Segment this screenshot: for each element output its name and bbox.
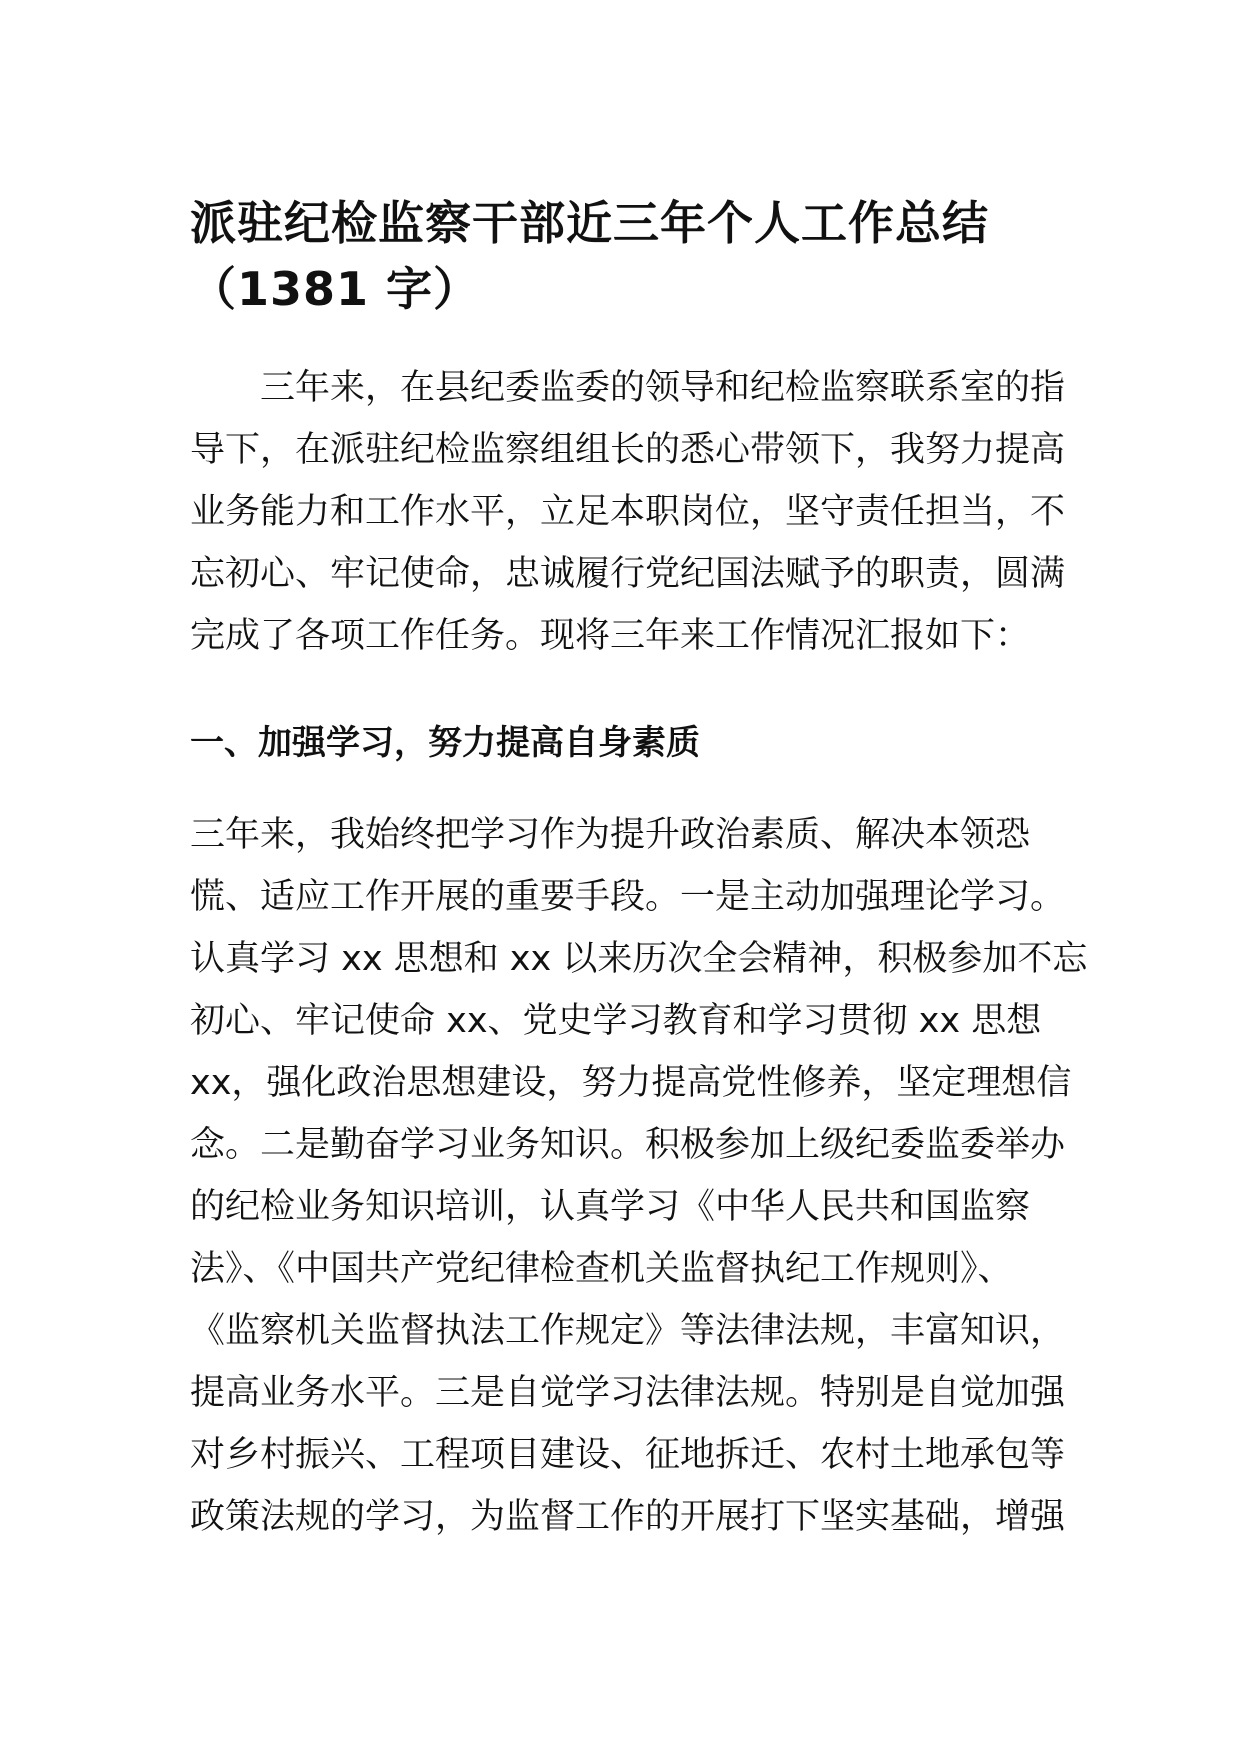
paragraph-line: 《监察机关监督执法工作规定》等法律法规，丰富知识， bbox=[190, 1311, 1066, 1351]
paragraph-line: 念。二是勤奋学习业务知识。积极参加上级纪委监委举办 bbox=[190, 1125, 1066, 1165]
paragraph-line: 完成了各项工作任务。现将三年来工作情况汇报如下： bbox=[190, 616, 1031, 656]
paragraph-line: 提高业务水平。三是自觉学习法律法规。特别是自觉加强 bbox=[190, 1373, 1066, 1413]
paragraph-line: 三年来，我始终把学习作为提升政治素质、解决本领恐 bbox=[190, 815, 1031, 855]
intro-paragraph bbox=[190, 357, 1070, 667]
title-line: （1381 字） bbox=[190, 262, 481, 316]
paragraph-line: 三年来，在县纪委监委的领导和纪检监察联系室的指 bbox=[260, 368, 1066, 408]
paragraph-line: 认真学习 xx 思想和 xx 以来历次全会精神，积极参加不忘 bbox=[190, 939, 1088, 979]
section-paragraph bbox=[190, 804, 1088, 1548]
paragraph-line: 法》、《中国共产党纪律检查机关监督执纪工作规则》、 bbox=[190, 1249, 1013, 1289]
paragraph-line: 对乡村振兴、工程项目建设、征地拆迁、农村土地承包等 bbox=[190, 1435, 1066, 1475]
title-line: 派驻纪检监察干部近三年个人工作总结 bbox=[190, 196, 989, 250]
paragraph-line: 忘初心、牢记使命，忠诚履行党纪国法赋予的职责，圆满 bbox=[190, 554, 1066, 594]
paragraph-line: 的纪检业务知识培训，认真学习《中华人民共和国监察 bbox=[190, 1187, 1031, 1227]
paragraph-line: 导下，在派驻纪检监察组组长的悉心带领下，我努力提高 bbox=[190, 430, 1066, 470]
paragraph-line: xx，强化政治思想建设，努力提高党性修养，坚定理想信 bbox=[190, 1063, 1072, 1103]
document-title bbox=[190, 190, 1070, 322]
paragraph-line: 慌、适应工作开展的重要手段。一是主动加强理论学习。 bbox=[190, 877, 1066, 917]
paragraph-line: 业务能力和工作水平，立足本职岗位，坚守责任担当，不 bbox=[190, 492, 1066, 532]
paragraph-line: 政策法规的学习，为监督工作的开展打下坚实基础，增强 bbox=[190, 1497, 1066, 1537]
paragraph-line: 初心、牢记使命 xx、党史学习教育和学习贯彻 xx 思想 bbox=[190, 1001, 1042, 1041]
section-heading: 一、加强学习，努力提高自身素质 bbox=[190, 723, 700, 763]
